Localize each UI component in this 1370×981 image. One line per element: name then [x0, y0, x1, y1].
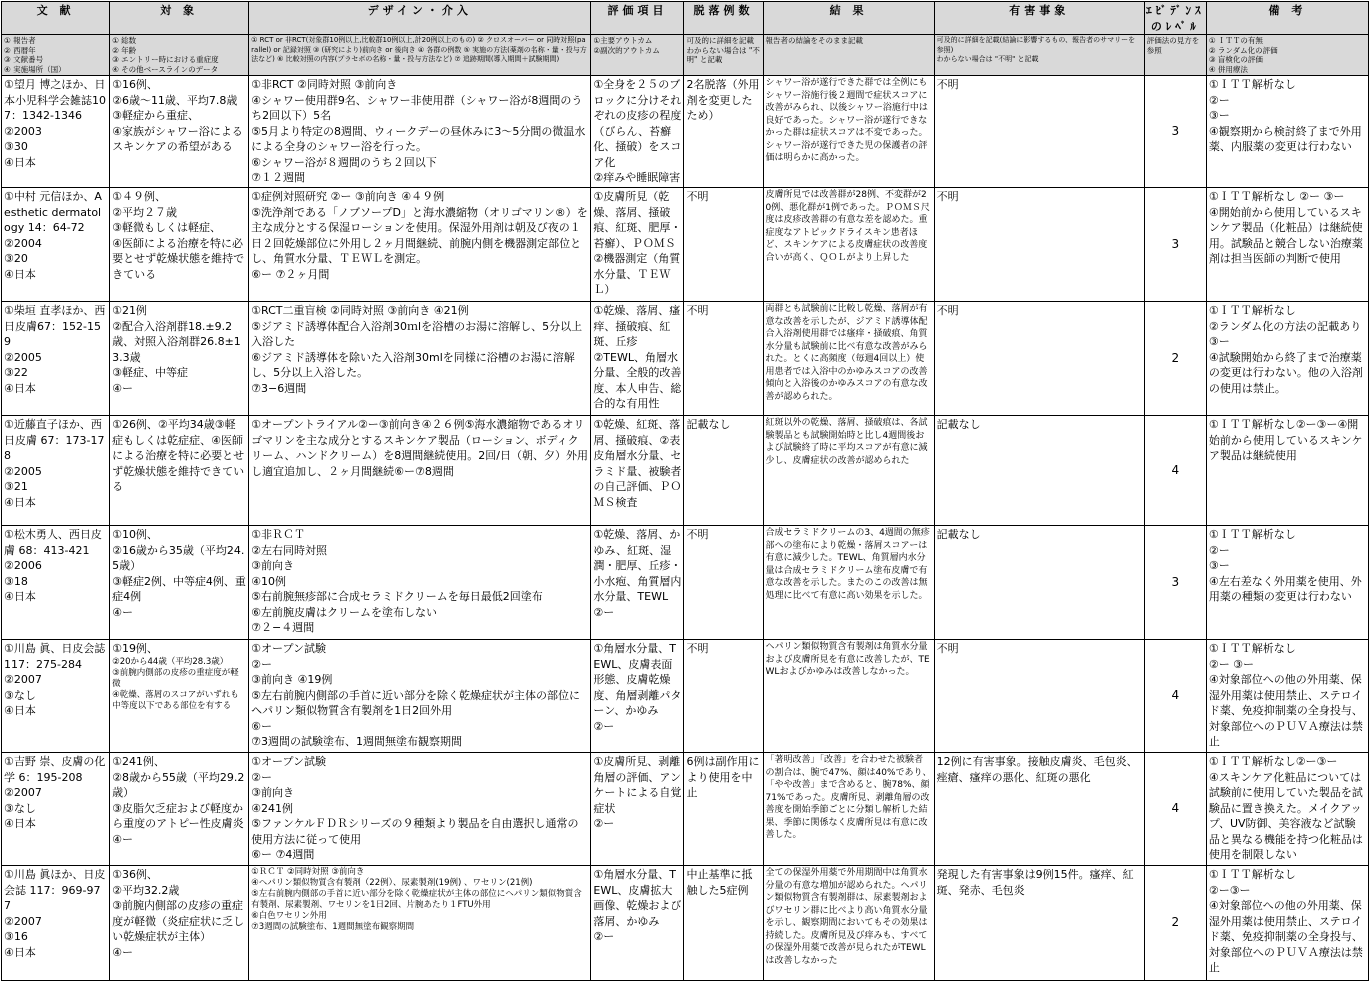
- column-description-line: ② 年齢: [112, 45, 137, 55]
- column-description-line: わからない場合は "不明" と記載: [686, 45, 760, 64]
- cell-text: 紅斑以外の乾燥、落屑、掻破痕は、各試験製品とも試験開始時と比し4週間後および試験終了時に平均スコアが有意に減少し、皮膚症状の改善が認められた: [765, 418, 928, 466]
- cell-text: ②ランダム化の方法の記載あり: [1208, 319, 1362, 333]
- cell-text: ③22: [4, 366, 28, 379]
- cell-text: 不明: [936, 642, 959, 655]
- cell-text: ②2007: [4, 914, 42, 928]
- cell-text: ②2007: [4, 673, 42, 686]
- column-description-line: わからない場合は "不明" と記載: [936, 55, 1039, 63]
- evidence-level: 2: [1144, 302, 1206, 416]
- header-row: [2, 2, 1369, 35]
- cell-text: ②ー: [251, 657, 273, 671]
- cell-text: ③皮脂欠乏症および軽度から重度のアトピー性皮膚炎: [112, 801, 244, 830]
- cell-text: ④ヘパリン類似物質含有製剤（22例）、尿素製剤(19例) 、ワセリン(21例): [251, 878, 533, 888]
- cell-col-3: [249, 753, 591, 866]
- column-description-line: ① RCT or 非RCT(対象群10例以上,比較群10例以上,計20例以上のもの) ② クロスオーバー or 同時対照(parallel) or 記録対照 ③ (研究により)前向き or 後向き ④ 各群の例数 ⑤ 実施の方法(薬剤の名称・量・投与方法など) ⑥ 比較対照の内容(プラセボの名称・量・投与方法など) ⑦ 追跡期間(導入期間＋試験期間): [251, 36, 587, 63]
- cell-text: ④241例: [251, 801, 294, 815]
- cell-text: ⑤洗浄剤である「ノブソープD」と海水濃縮物（オリゴマリン®）を主な成分とする保湿ローションを使用。保湿外用剤は朝及び夜の１日２回乾燥部位に外用し２ヶ月間継続、前腕内側を機器測定部位とし、角質水分量、ＴＥＷＬを測定。: [251, 205, 588, 265]
- column-description-line: ④ 併用療法: [1208, 64, 1248, 74]
- cell-text: ③軽症2例、中等症4例、重症4例: [112, 574, 246, 603]
- cell-text: ④ー: [112, 832, 133, 846]
- column-description-line: ③ エントリー時における重症度: [112, 55, 219, 64]
- column-description-3: [249, 35, 591, 76]
- cell-text: ②16歳から35歳（平均24.5歳）: [112, 543, 245, 572]
- cell-text: ①皮膚所見（乾燥、落屑、掻破痕、紅斑、肥厚・苔癬）、ＰＯＭＳ: [593, 190, 682, 250]
- cell-col-3: [249, 416, 591, 526]
- cell-col-6: [763, 76, 934, 188]
- cell-text: ②配合入浴剤群18.±9.2歳、対照入浴剤群26.8±13.3歳: [112, 319, 241, 364]
- evidence-level: 3: [1144, 526, 1206, 640]
- cell-col-2: [110, 640, 249, 753]
- column-header-6: 結 果: [763, 2, 934, 35]
- cell-text: ④対象部位への他の外用薬、保湿外用薬は使用禁止、ステロイド薬、免疫抑制薬の全身投与、対象部位へのＰＵＶＡ療法は禁止: [1208, 673, 1363, 748]
- column-description-line: ①主要アウトカム: [593, 36, 653, 45]
- column-description-line: 報告者の結論をそのまま記載: [765, 36, 864, 45]
- cell-text: ②6歳〜11歳、平均7.8歳: [112, 93, 238, 107]
- cell-text: ④日本: [4, 155, 36, 169]
- cell-col-7: [934, 526, 1144, 640]
- cell-col-2: [110, 753, 249, 866]
- cell-text: 不明: [686, 304, 709, 317]
- cell-text: ③21: [4, 480, 28, 493]
- cell-text: ①36例、: [112, 868, 158, 881]
- cell-text: ⑤5月より特定の8週間、ウィークデーの昼休みに3〜5分間の微温水による全身のシャワー浴を行った。: [251, 124, 586, 153]
- column-description-6: [763, 35, 934, 76]
- cell-col-4: [591, 302, 684, 416]
- cell-text: ①松木勇人、西日皮膚 68：413-421: [4, 528, 102, 557]
- cell-text: ④日本: [4, 590, 36, 603]
- cell-col-1: [2, 640, 110, 753]
- column-description-line: ② ランダム化の評価: [1208, 45, 1278, 55]
- cell-col-4: [591, 866, 684, 981]
- cell-text: ①吉野 崇、皮膚の化学 6：195-208: [4, 755, 106, 784]
- cell-col-9: [1206, 526, 1368, 640]
- cell-text: 皮膚所見では改善群が28例、不変群が20例、悪化群が1例であった。ＰＯＭＳ尺度は皮疹改善群の有意な差を認めた。重症度なアトピックドライスキン患者ほど、スキンケアによる皮膚症状の改善度合いが高く、ＱＯＬがより上昇した: [765, 190, 930, 263]
- cell-col-9: [1206, 753, 1368, 866]
- cell-text: ⑥ー ⑦4週間: [251, 848, 315, 861]
- cell-text: ②TEWL、角層水分量、全般的改善度、本人申告、総合的な有用性: [593, 350, 682, 410]
- cell-col-6: [763, 302, 934, 416]
- cell-text: ①16例、: [112, 78, 158, 91]
- cell-col-2: [110, 866, 249, 981]
- cell-col-9: [1206, 866, 1368, 981]
- cell-text: ①19例、: [112, 642, 158, 655]
- cell-text: ②2005: [4, 350, 42, 364]
- cell-col-6: [763, 416, 934, 526]
- cell-col-7: [934, 302, 1144, 416]
- column-description-4: [591, 35, 684, 76]
- cell-text: 6例は副作用により使用を中止: [686, 755, 760, 799]
- cell-col-4: [591, 640, 684, 753]
- cell-text: ④乾燥、落屑のスコアがいずれも中等度以下である部位を有する: [112, 689, 239, 711]
- cell-col-3: [249, 526, 591, 640]
- cell-text: ⑦3週間の試験塗布、1週間無塗布観察期間: [251, 735, 463, 748]
- cell-text: ⑤ファンケルＦＤＲシリーズの９種類より製品を自由選択し通常の使用方法に従って使用: [251, 817, 579, 846]
- cell-col-1: [2, 302, 110, 416]
- table-row: [2, 76, 1369, 188]
- cell-col-3: [249, 76, 591, 188]
- column-header-8: ｴﾋﾞﾃﾞﾝｽのﾚﾍﾞﾙ: [1144, 2, 1206, 35]
- cell-text: ②ー: [593, 605, 615, 619]
- cell-text: ①オープン試験: [251, 642, 327, 655]
- cell-col-6: [763, 866, 934, 981]
- cell-text: ①角層水分量、TEWL、皮膚表面形態、皮膚乾燥度、角層剥離パターン、かゆみ: [593, 642, 682, 717]
- cell-col-3: [249, 188, 591, 302]
- cell-text: ③なし: [4, 688, 36, 702]
- column-description-line: ③ 盲検化の評価: [1208, 55, 1263, 64]
- cell-text: ⑤ジアミド誘導体配合入浴剤30ｍlを浴槽のお湯に溶解し、5分以上入浴した: [251, 319, 583, 348]
- column-description-line: ④ その他ベースラインのデータ: [112, 64, 219, 74]
- cell-col-5: [684, 640, 763, 753]
- column-header-2: 対 象: [110, 2, 249, 35]
- cell-text: 不明: [936, 78, 959, 91]
- cell-col-6: [763, 753, 934, 866]
- cell-col-6: [763, 188, 934, 302]
- evidence-table: [1, 1, 1369, 981]
- cell-col-2: [110, 188, 249, 302]
- cell-col-7: [934, 753, 1144, 866]
- column-header-3: デザイン・介入: [249, 2, 591, 35]
- cell-text: ⑥ー ⑦２ヶ月間: [251, 267, 330, 281]
- cell-col-5: [684, 866, 763, 981]
- cell-text: ①ＩＴＴ解析なし: [1208, 528, 1296, 541]
- cell-col-2: [110, 302, 249, 416]
- cell-text: ヘパリン類似物質含有製剤は角質水分量および皮膚所見を有意に改善したが、TEWLおよびかゆみは改善しなかった。: [765, 642, 930, 677]
- subheader-row: [2, 35, 1369, 76]
- cell-text: ①望月 博之ほか、日本小児科学会雑誌107：1342-1346: [4, 78, 106, 122]
- cell-col-5: [684, 302, 763, 416]
- cell-text: ②2005: [4, 464, 42, 478]
- cell-text: ①ＩＴＴ解析なし②ー③ー: [1208, 755, 1338, 768]
- column-description-line: 可及的に詳細を記載(結論に影響するもの、報告者のサマリーを参照): [936, 36, 1136, 54]
- cell-text: ②痒みや睡眠障害: [593, 171, 681, 184]
- table-row: [2, 526, 1369, 640]
- cell-text: ④開始前から使用しているスキンケア製品（化粧品）は継続使用。試験品と競合しない治療薬剤は担当医師の判断で使用: [1208, 205, 1363, 265]
- cell-text: ①オープン試験: [251, 755, 327, 768]
- cell-text: ②機器測定（角質水分量、ＴＥＷＬ）: [593, 252, 681, 296]
- cell-text: ⑤左右前腕内側部の手首に近い部分を除く乾燥症状が主体の部位にヘパリン類似物質含有製剤、尿素製剤、ワセリンを1日2回、片腕あたり１FTU外用: [251, 889, 582, 910]
- cell-text: ④ー: [112, 605, 133, 619]
- table-row: [2, 416, 1369, 526]
- table-row: [2, 640, 1369, 753]
- cell-col-9: [1206, 640, 1368, 753]
- cell-text: ②ー③ー: [1208, 883, 1251, 897]
- cell-text: ③20: [4, 252, 28, 265]
- cell-text: ①RCT二重盲検 ②同時対照 ③前向き ④21例: [251, 304, 469, 317]
- cell-text: 記載なし: [936, 528, 981, 541]
- evidence-level: 3: [1144, 76, 1206, 188]
- cell-text: ①川島 眞、日皮会誌 117：275-284: [4, 642, 109, 671]
- cell-text: ②ー ③ー: [1208, 657, 1255, 671]
- cell-col-4: [591, 188, 684, 302]
- cell-text: ⑥ー: [251, 719, 273, 733]
- cell-text: ①ＩＴＴ解析なし: [1208, 642, 1296, 655]
- cell-col-3: [249, 640, 591, 753]
- cell-text: ②2006: [4, 559, 42, 572]
- column-description-line: 可及的に詳細を記載: [686, 36, 754, 45]
- cell-text: ④家族がシャワー浴によるスキンケアの希望がある: [112, 124, 243, 153]
- cell-text: ①10例、: [112, 528, 158, 541]
- cell-text: ④試験開始から終了まで治療薬の変更は行わない。他の入浴剤の使用は禁止。: [1208, 350, 1363, 395]
- cell-col-7: [934, 416, 1144, 526]
- cell-text: ②ー: [1208, 93, 1230, 107]
- cell-text: ①川島 眞ほか、日皮会誌 117：969-977: [4, 868, 106, 912]
- cell-text: 両群とも試験前に比較し乾燥、落屑が有意な改善を示したが、ジアミド誘導体配合入浴剤使用群では瘙痒・掻破痕、角質水分量も試験前に比べ有意な改善がみられた。とくに高頻度（毎週4回以上）使用患者では入浴中のかゆみスコアの改善傾向と入浴後のかゆみスコアの有意な改善が認められた。: [765, 304, 928, 402]
- column-header-5: 脱落例数: [684, 2, 763, 35]
- table-row: [2, 302, 1369, 416]
- cell-text: ④ー: [112, 945, 133, 959]
- cell-text: ④日本: [4, 495, 36, 509]
- column-description-line: ② 西暦年: [4, 45, 36, 55]
- cell-text: ①ＩＴＴ解析なし: [1208, 304, 1296, 317]
- cell-text: 中止基準に抵触した5症例: [686, 868, 753, 897]
- cell-text: ①乾燥、紅斑、落屑、掻破痕、②表皮角層水分量、セラミド量、被験者の自己評価、ＰＯＭＳ検査: [593, 418, 682, 509]
- cell-col-9: [1206, 302, 1368, 416]
- cell-text: 不明: [936, 304, 959, 317]
- cell-text: ④左右差なく外用薬を使用、外用薬の種類の変更は行わない: [1208, 574, 1362, 603]
- cell-text: 記載なし: [686, 418, 731, 431]
- cell-col-1: [2, 76, 110, 188]
- cell-col-5: [684, 526, 763, 640]
- cell-col-5: [684, 753, 763, 866]
- cell-text: ⑦3−6週間: [251, 381, 307, 395]
- cell-col-5: [684, 416, 763, 526]
- cell-col-5: [684, 188, 763, 302]
- cell-text: 不明: [686, 528, 709, 541]
- cell-text: ④スキンケア化粧品については試験前に使用していた製品を試験品に置き換えた。メイクアップ、UV防御、美容液など試験品と異なる機能を持つ化粧品は使用を制限しない: [1208, 770, 1363, 861]
- evidence-level: 4: [1144, 753, 1206, 866]
- cell-text: ①オープントライアル②ー③前向き④２６例⑤海水濃縮物であるオリゴマリンを主な成分とするスキンケア製品（ローション、ボディクリーム、ハンドクリーム）を8週間継続使用。2回/日（朝、夕）外用し適宜追加し、２ヶ月間継続⑥ー⑦8週間: [251, 418, 588, 478]
- cell-text: ③前向き: [251, 786, 295, 799]
- cell-text: ①241例、: [112, 755, 165, 768]
- cell-text: ②2003: [4, 124, 42, 138]
- cell-text: ②8歳から55歳（平均29.2歳）: [112, 770, 245, 799]
- cell-text: 2名脱落（外用剤を変更したため）: [686, 78, 760, 122]
- cell-text: ④シャワー使用群9名、シャワー非使用群（シャワー浴が8週間のうち2回以下）5名: [251, 93, 583, 122]
- column-description-2: [110, 35, 249, 76]
- cell-text: ②ー: [251, 770, 273, 784]
- cell-text: ④日本: [4, 704, 36, 717]
- cell-col-2: [110, 416, 249, 526]
- cell-text: ③なし: [4, 801, 36, 815]
- table-row: [2, 866, 1369, 981]
- cell-text: ⑥シャワー浴が８週間のうち２回以下: [251, 155, 437, 169]
- cell-col-6: [763, 640, 934, 753]
- cell-text: ②ー: [1208, 543, 1230, 557]
- column-description-5: [684, 35, 763, 76]
- cell-col-9: [1206, 188, 1368, 302]
- cell-text: ②左右同時対照: [251, 543, 328, 557]
- cell-text: ⑥左前腕皮膚はクリームを塗布しない: [251, 605, 438, 619]
- cell-text: ③軽微もしくは軽症、: [112, 221, 221, 234]
- cell-text: ⑦3週間の試験塗布、1週間無塗布観察期間: [251, 922, 415, 932]
- cell-col-3: [249, 302, 591, 416]
- cell-text: ②平均32.2歳: [112, 883, 180, 897]
- cell-col-7: [934, 640, 1144, 753]
- table-row: [2, 188, 1369, 302]
- cell-text: ①ＩＴＴ解析なし: [1208, 868, 1296, 881]
- cell-text: ①21例: [112, 304, 147, 317]
- cell-text: ③前向き: [251, 559, 295, 572]
- cell-text: 「著明改善」「改善」を合わせた被験者の割合は、腕で47%、顔は40%であり、「やや改善」まで含めると、腕78%、顔71%であった。皮膚所見、剥離角層の改善度を開始季節ごとに分類し解析した結果、季節に関係なく皮膚所見は有意に改善した。: [765, 755, 932, 840]
- cell-text: ③前腕内側部の皮疹の重症度が軽微: [112, 667, 239, 689]
- table-row: [2, 753, 1369, 866]
- cell-text: ④医師による治療を特に必要とせず乾燥状態を維持できている: [112, 236, 245, 281]
- cell-text: ④日本: [4, 945, 36, 959]
- cell-text: ⑥白色ワセリン外用: [251, 911, 327, 921]
- cell-text: ①近藤直子ほか、西日皮膚 67：173-178: [4, 418, 105, 462]
- cell-text: 合成セラミドクリームの3、4週間の無疹部への塗布により乾燥・落屑スコアーは有意に減少した。TEWL、角質層内水分量は合成セラミドクリーム塗布皮膚で有意な改善を示した。またのこの改善は無処理に比べて有意に高い効果を示した。: [765, 528, 930, 601]
- cell-col-4: [591, 753, 684, 866]
- cell-col-2: [110, 526, 249, 640]
- column-description-9: [1206, 35, 1368, 76]
- cell-col-1: [2, 416, 110, 526]
- cell-text: ③16: [4, 930, 28, 943]
- cell-text: ④日本: [4, 267, 36, 281]
- cell-text: ③軽症、中等症: [112, 366, 188, 379]
- cell-text: ①４９例、: [112, 190, 166, 203]
- cell-col-9: [1206, 416, 1368, 526]
- column-description-line: ① 報告者: [4, 36, 36, 45]
- cell-text: ①ＩＴＴ解析なし: [1208, 78, 1296, 91]
- cell-text: ⑤右前腕無疹部に合成セラミドクリームを毎日最低2回塗布: [251, 590, 543, 603]
- evidence-level: 4: [1144, 416, 1206, 526]
- column-description-line: ②副次的アウトカム: [593, 45, 660, 55]
- cell-text: 発現した有害事象は9例15件。瘙痒、紅斑、発赤、毛包炎: [936, 868, 1134, 897]
- column-description-8: [1144, 35, 1206, 76]
- cell-col-7: [934, 866, 1144, 981]
- column-description-1: [2, 35, 110, 76]
- cell-text: ②20から44歳（平均28.3歳）: [112, 656, 229, 667]
- cell-text: 12例に有害事象。接触皮膚炎、毛包炎、痤瘡、瘙痒の悪化、紅斑の悪化: [936, 755, 1138, 784]
- cell-text: ①乾燥、落屑、瘙痒、掻破痕、紅斑、丘疹: [593, 304, 681, 348]
- cell-text: 記載なし: [936, 418, 981, 431]
- cell-text: ③ー: [1208, 559, 1230, 572]
- cell-text: ①症例対照研究 ②ー ③前向き ④４９例: [251, 190, 445, 203]
- cell-text: ③ー: [1208, 109, 1230, 122]
- column-header-7: 有害事象: [934, 2, 1144, 35]
- cell-col-7: [934, 76, 1144, 188]
- cell-text: ①角層水分量、TEWL、皮膚拡大画像、乾燥および落屑、かゆみ: [593, 868, 682, 928]
- table-body: [2, 76, 1369, 981]
- cell-col-7: [934, 188, 1144, 302]
- evidence-level: 4: [1144, 640, 1206, 753]
- cell-text: ①非ＲＣＴ: [251, 528, 306, 541]
- cell-text: ②ー: [593, 930, 615, 943]
- cell-text: ③30: [4, 140, 28, 153]
- column-description-line: 評価法の見方を参照: [1146, 36, 1200, 55]
- cell-text: ④10例: [251, 574, 287, 588]
- cell-text: ②2004: [4, 236, 42, 250]
- evidence-level: 2: [1144, 866, 1206, 981]
- cell-col-1: [2, 188, 110, 302]
- cell-text: ⑦１２週間: [251, 171, 306, 184]
- cell-text: ②平均２７歳: [112, 205, 177, 219]
- column-description-7: [934, 35, 1144, 76]
- cell-text: ①全身を２５のブロックに分けそれぞれの皮疹の程度（びらん、苔癬化、掻破）をスコア化: [593, 78, 682, 169]
- cell-col-1: [2, 526, 110, 640]
- cell-text: 不明: [686, 642, 709, 655]
- column-header-9: 備 考: [1206, 2, 1368, 35]
- cell-col-4: [591, 526, 684, 640]
- cell-col-2: [110, 76, 249, 188]
- cell-text: ④ー: [112, 381, 133, 395]
- cell-text: ③ー: [1208, 335, 1230, 348]
- cell-text: ④対象部位への他の外用薬、保湿外用薬は使用禁止、ステロイド薬、免疫抑制薬の全身投与、対象部位へのＰＵＶＡ療法は禁止: [1208, 899, 1363, 974]
- cell-text: ①ＩＴＴ解析なし②ー③ー④開始前から使用しているスキンケア製品は継続使用: [1208, 418, 1363, 462]
- cell-text: ①非RCT ②同時対照 ③前向き: [251, 78, 398, 91]
- cell-text: ②ー: [593, 817, 615, 830]
- cell-col-1: [2, 753, 110, 866]
- cell-text: シャワー浴が遂行できた群では全例にもシャワー浴施行後２週間で症状スコアに改善がみられ、以後シャワー浴施行中は良好であった。シャワー浴が遂行できなかった群は症状スコアは不変であった。シャワー浴が遂行できた児の保護者の評価は明らかに高かった。: [765, 78, 928, 163]
- cell-text: 全ての保湿外用薬で外用期間中は角質水分量の有意な増加が認められた。ヘパリン類似物質含有製剤群は、尿素製剤およびワセリン群に比べより高い角質水分量を示し、観察期間においてもその効果は持続した。皮膚所見及び痒みも、すべての保湿外用薬で改善が見られたがTEWLは改善しなかった: [765, 868, 928, 966]
- cell-text: ④日本: [4, 381, 36, 395]
- cell-text: ⑤左右前腕内側部の手首に近い部分を除く乾燥症状が主体の部位にヘパリン類似物質含有製剤を1日2回外用: [251, 688, 581, 717]
- column-description-line: ④ 実施場所（国）: [4, 64, 66, 74]
- cell-col-3: [249, 866, 591, 981]
- cell-col-1: [2, 866, 110, 981]
- cell-text: ③前向き ④19例: [251, 673, 333, 686]
- column-header-4: 評価項目: [591, 2, 684, 35]
- cell-text: ④日本: [4, 817, 36, 830]
- cell-text: ⑥ジアミド誘導体を除いた入浴剤30mlを同様に浴槽のお湯に溶解し、5分以上入浴した。: [251, 350, 575, 379]
- cell-text: ①柴垣 直孝ほか、西日皮膚67：152-159: [4, 304, 106, 348]
- evidence-level: 3: [1144, 188, 1206, 302]
- cell-text: ①乾燥、落屑、かゆみ、紅斑、湿潤・肥厚、丘疹・小水疱、角質層内水分量、TEWL: [593, 528, 682, 603]
- cell-text: ②ー: [593, 719, 615, 733]
- cell-text: ③軽症から重症、: [112, 109, 199, 122]
- cell-text: ①ＩＴＴ解析なし ②ー ③ー: [1208, 190, 1345, 203]
- cell-col-4: [591, 416, 684, 526]
- cell-text: ③前腕内側部の皮疹の重症度が軽微（炎症症状に乏しい乾燥症状が主体）: [112, 899, 245, 943]
- cell-text: ①皮膚所見、剥離角層の評価、アンケートによる自覚症状: [593, 755, 682, 815]
- cell-col-4: [591, 76, 684, 188]
- cell-text: ⑦２−４週間: [251, 621, 315, 634]
- cell-text: ③18: [4, 574, 28, 588]
- cell-text: 不明: [936, 190, 959, 203]
- cell-col-9: [1206, 76, 1368, 188]
- cell-col-5: [684, 76, 763, 188]
- cell-text: ①ＲＣＴ ②同時対照 ③前向き: [251, 867, 365, 877]
- column-description-line: ③ 文献番号: [4, 55, 44, 64]
- cell-text: ①26例、②平均34歳③軽症もしくは乾症症、④医師による治療を特に必要とせず乾燥状態を維持できている: [112, 418, 245, 493]
- column-description-line: ① ＩＴＴの有無: [1208, 36, 1263, 45]
- column-description-line: ① 総数: [112, 36, 137, 45]
- cell-text: ②2007: [4, 786, 42, 799]
- cell-text: ①中村 元信ほか、Aesthetic dermatology 14：64-72: [4, 190, 102, 234]
- column-header-1: 文 献: [2, 2, 110, 35]
- cell-col-6: [763, 526, 934, 640]
- cell-text: ④観察期から検討終了まで外用薬、内服薬の変更は行わない: [1208, 124, 1362, 153]
- cell-text: 不明: [686, 190, 709, 203]
